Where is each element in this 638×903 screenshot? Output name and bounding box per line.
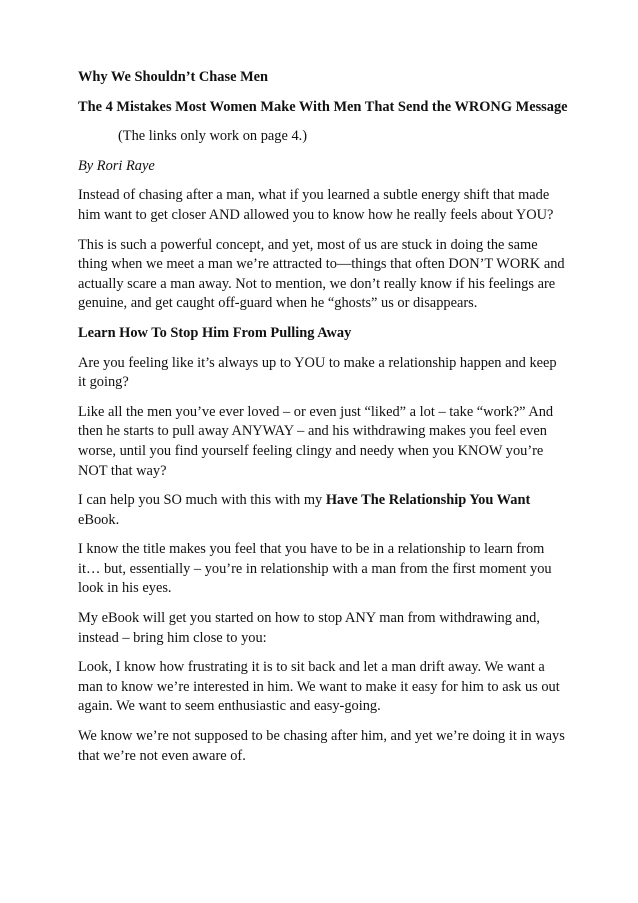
section-paragraph-2: Like all the men you’ve ever loved – or even just “liked” a lot – take “work?” And then he starts to pull away ANYWAY – and his withdrawing makes you feel even worse, until you find yourself feeling clingy and needy when you KNOW you’re NOT that way? (78, 403, 554, 479)
document-title: Why We Shouldn’t Chase Men (78, 69, 269, 85)
intro-paragraph-1: Instead of chasing after a man, what if you learned a subtle energy shift that made him want to get closer AND allowed you to know how he really feels about YOU? (78, 187, 554, 223)
ebook-paragraph-tail: eBook. (78, 511, 120, 528)
ebook-paragraph (78, 491, 568, 530)
document-subtitle: The 4 Mistakes Most Women Make With Men That Send the WRONG Message (78, 98, 568, 115)
closing-paragraph-1: I know the title makes you feel that you have to be in a relationship to learn from it… but, essentially – you’re in relationship with a man from the first moment you look in his eyes. (78, 541, 552, 597)
section-heading: Learn How To Stop Him From Pulling Away (78, 324, 352, 341)
closing-paragraph-3: Look, I know how frustrating it is to sit back and let a man drift away. We want a man to know we’re interested in him. We want to make it easy for him to ask us out again. We want to seem enthusiastic and easy-going. (78, 659, 560, 715)
closing-paragraph-2: My eBook will get you started on how to stop ANY man from withdrawing and, instead – bring him close to you: (78, 610, 540, 646)
author-byline: By Rori Raye (78, 157, 155, 174)
ebook-paragraph-lead: I can help you SO much with this with my (78, 492, 326, 509)
section-paragraph-1: Are you feeling like it’s always up to YOU to make a relationship happen and keep it going? (78, 354, 557, 391)
closing-paragraph-4: We know we’re not supposed to be chasing after him, and yet we’re doing it in ways that we’re not even aware of. (78, 728, 565, 764)
ebook-title: Have The Relationship You Want (325, 492, 531, 509)
intro-paragraph-2: This is such a powerful concept, and yet, most of us are stuck in doing the same thing when we meet a man we’re attracted to—things that often DON’T WORK and actually scare a man away. Not to mention, we don’t really know if his feelings are genuine, and get caught off-guard when he “ghosts” us or disappears. (78, 236, 565, 312)
links-note: (The links only work on page 4.) (118, 128, 308, 145)
document-page (78, 68, 568, 776)
